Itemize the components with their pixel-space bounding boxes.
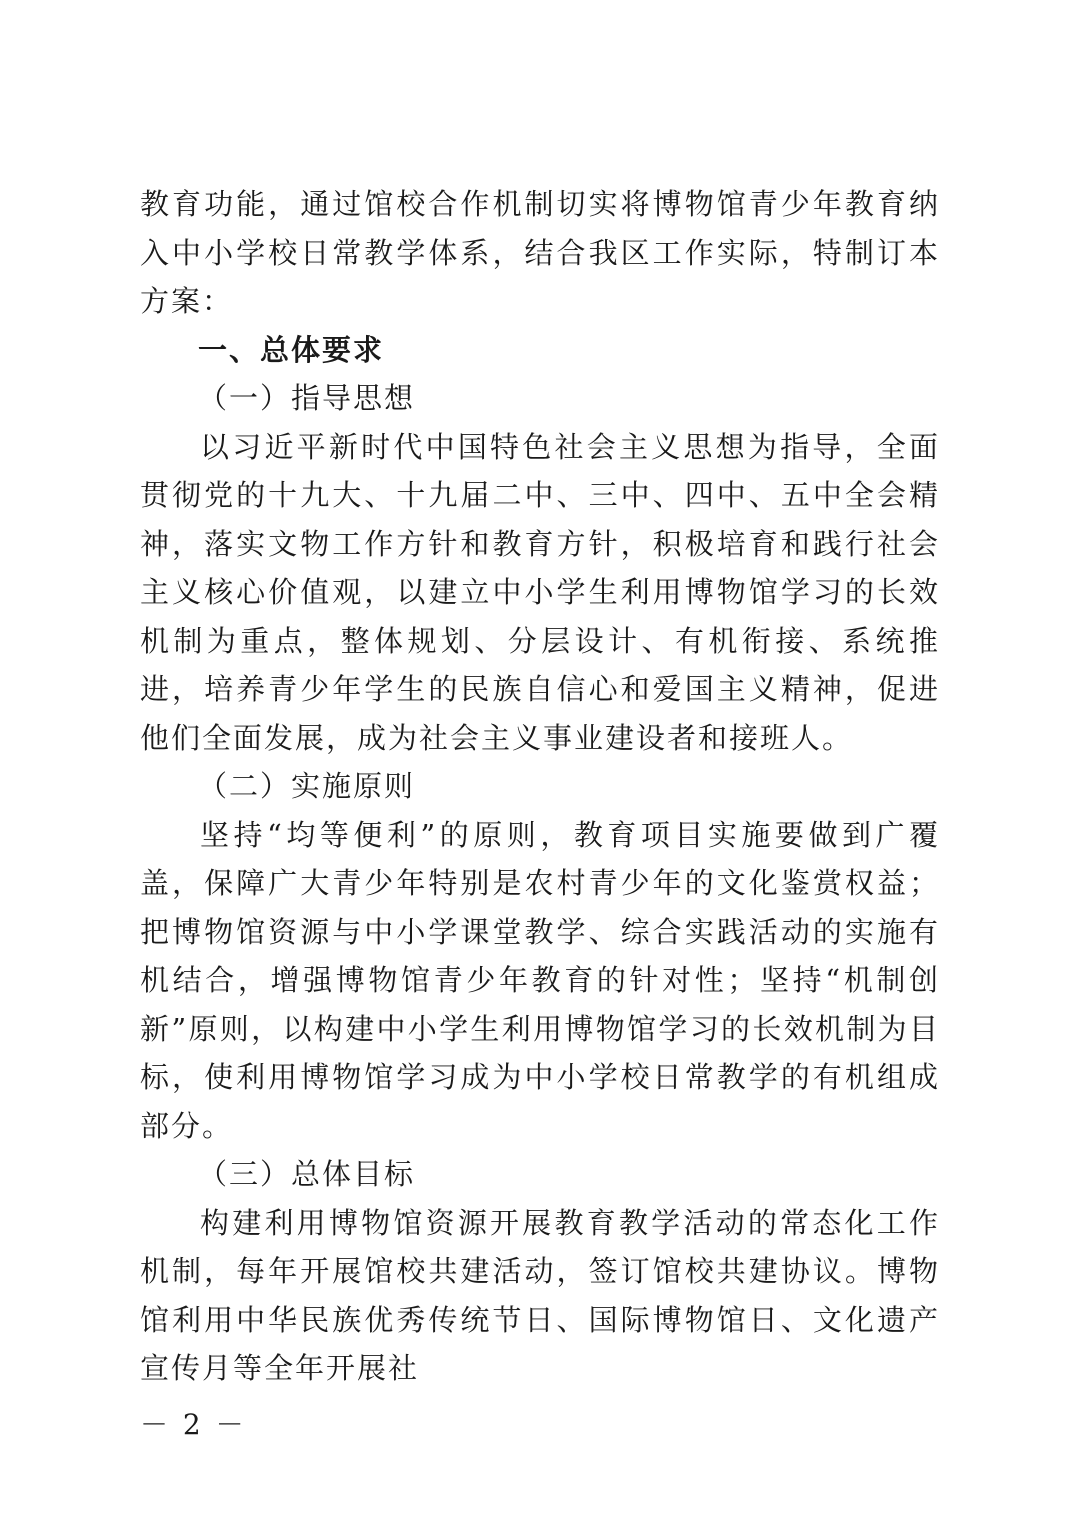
document-body xyxy=(140,180,940,1393)
paragraph-continued: 教育功能，通过馆校合作机制切实将博物馆青少年教育纳入中小学校日常教学体系，结合我区工作实际，特制订本方案： xyxy=(140,187,940,318)
section-heading-overall-requirements: 一、总体要求 xyxy=(198,332,385,367)
subsection-heading-overall-goals: （三）总体目标 xyxy=(198,1157,416,1191)
subsection-heading-guiding-ideology: （一）指导思想 xyxy=(198,381,416,415)
paragraph-guiding-ideology: 以习近平新时代中国特色社会主义思想为指导，全面贯彻党的十九大、十九届二中、三中、四中、五中全会精神，落实文物工作方针和教育方针，积极培育和践行社会主义核心价值观，以建立中小学生利用博物馆学习的长效机制为重点，整体规划、分层设计、有机衔接、系统推进，培养青少年学生的民族自信心和爱国主义精神，促进他们全面发展，成为社会主义事业建设者和接班人。 xyxy=(140,429,940,755)
paragraph-implementation-principles: 坚持“均等便利”的原则，教育项目实施要做到广覆盖，保障广大青少年特别是农村青少年的文化鉴赏权益；把博物馆资源与中小学课堂教学、综合实践活动的实施有机结合，增强博物馆青少年教育的针对性；坚持“机制创新”原则，以构建中小学生利用博物馆学习的长效机制为目标，使利用博物馆学习成为中小学校日常教学的有机组成部分。 xyxy=(140,817,940,1143)
paragraph-overall-goals: 构建利用博物馆资源开展教育教学活动的常态化工作机制，每年开展馆校共建活动，签订馆校共建协议。博物馆利用中华民族优秀传统节日、国际博物馆日、文化遗产宣传月等全年开展社 xyxy=(140,1205,940,1385)
page-number: － 2 － xyxy=(140,1408,247,1441)
subsection-heading-implementation-principles: （二）实施原则 xyxy=(198,769,416,803)
